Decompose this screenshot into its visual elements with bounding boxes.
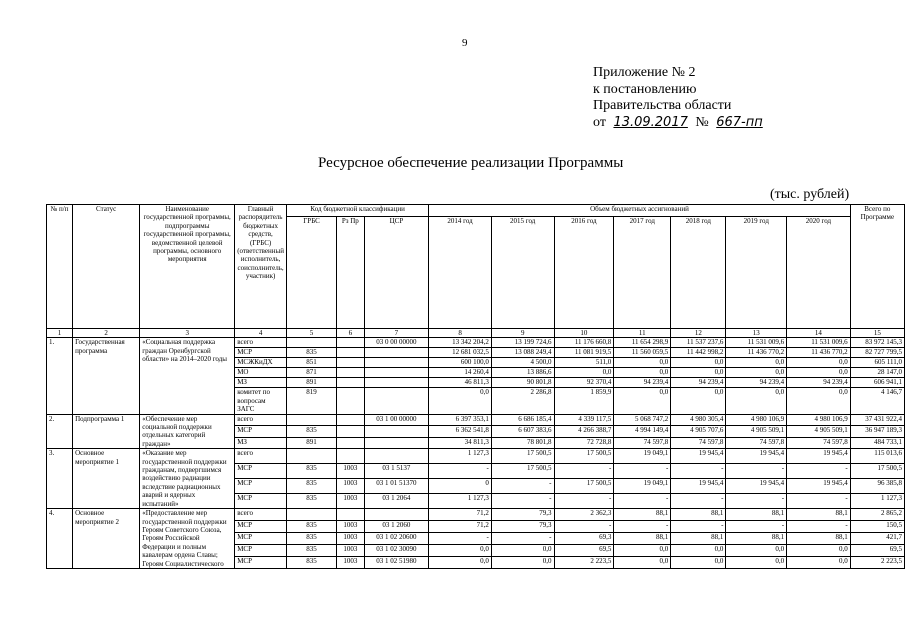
value-cell: 0,0 (614, 368, 671, 378)
header-status: Статус (73, 205, 140, 329)
value-cell: - (787, 494, 851, 509)
value-cell: - (554, 464, 614, 479)
grbs-cell: 891 (286, 437, 336, 449)
appendix-block (593, 65, 767, 131)
header-year: 2015 год (491, 217, 554, 329)
value-cell: 0 (429, 479, 492, 494)
manager-cell: МО (235, 368, 287, 378)
header-year: 2016 год (554, 217, 614, 329)
value-cell: 88,1 (614, 509, 671, 521)
csr-cell (364, 358, 429, 368)
value-cell: 69,5 (850, 545, 904, 557)
value-cell: 0,0 (787, 545, 851, 557)
section-name: «Социальная поддержка граждан Оренбургской области» на 2014–2020 годы (140, 338, 235, 414)
csr-cell: 03 0 00 00000 (364, 338, 429, 348)
manager-cell: всего (235, 509, 287, 521)
value-cell: 83 972 145,3 (850, 338, 904, 348)
section-number: 1. (47, 338, 73, 414)
value-cell: 484 733,1 (850, 437, 904, 449)
value-cell: 37 431 922,4 (850, 414, 904, 426)
value-cell: 17 500,5 (554, 479, 614, 494)
csr-cell: 03 1 02 30090 (364, 545, 429, 557)
value-cell: 19 049,1 (614, 449, 671, 464)
rzpr-cell: 1003 (337, 533, 364, 545)
appendix-line-2: к постановлению (593, 81, 697, 97)
value-cell: 1 127,3 (429, 494, 492, 509)
grbs-cell: 871 (286, 368, 336, 378)
section-number: 2. (47, 414, 73, 449)
section-status: Подпрограмма 1 (73, 414, 140, 449)
grbs-cell: 851 (286, 358, 336, 368)
value-cell: 0,0 (787, 368, 851, 378)
csr-cell: 03 1 00 00000 (364, 414, 429, 426)
value-cell: 4 339 117,5 (554, 414, 614, 426)
value-cell: 46 811,3 (429, 378, 492, 388)
value-cell: 90 801,8 (491, 378, 554, 388)
column-number: 7 (364, 329, 429, 338)
manager-cell: МЗ (235, 437, 287, 449)
value-cell: - (614, 494, 671, 509)
value-cell: 6 397 353,1 (429, 414, 492, 426)
value-cell: 74 597,8 (787, 437, 851, 449)
manager-cell: МСР (235, 464, 287, 479)
value-cell: 421,7 (850, 533, 904, 545)
value-cell: 88,1 (787, 509, 851, 521)
table-row (47, 449, 905, 464)
page-number: 9 (462, 37, 468, 49)
value-cell: 4 980 106,9 (787, 414, 851, 426)
value-cell: 0,0 (614, 358, 671, 368)
csr-cell: 03 1 01 51370 (364, 479, 429, 494)
value-cell: 69,5 (554, 545, 614, 557)
handwritten-number: 667-пп (716, 114, 763, 130)
value-cell: 1 127,3 (850, 494, 904, 509)
section-status: Государственная программа (73, 338, 140, 414)
value-cell: 6 607 383,6 (491, 426, 554, 438)
value-cell: - (614, 464, 671, 479)
value-cell: 4 980 106,9 (726, 414, 787, 426)
grbs-cell: 835 (286, 479, 336, 494)
csr-cell: 03 1 2064 (364, 494, 429, 509)
value-cell: - (726, 494, 787, 509)
value-cell: - (614, 521, 671, 533)
grbs-cell: 835 (286, 348, 336, 358)
value-cell: - (726, 521, 787, 533)
value-cell: 0,0 (554, 368, 614, 378)
manager-cell: всего (235, 449, 287, 464)
value-cell: 5 068 747,2 (614, 414, 671, 426)
value-cell: 13 342 204,2 (429, 338, 492, 348)
manager-cell: всего (235, 414, 287, 426)
handwritten-date: 13.09.2017 (613, 114, 688, 130)
section-name: «Обеспечение мер социальной поддержки отдельных категорий граждан» (140, 414, 235, 449)
value-cell: 11 436 770,2 (787, 348, 851, 358)
value-cell: 17 500,5 (491, 464, 554, 479)
value-cell: - (491, 479, 554, 494)
value-cell: 0,0 (614, 556, 671, 568)
value-cell: 0,0 (726, 556, 787, 568)
grbs-cell (286, 338, 336, 348)
column-number: 3 (140, 329, 235, 338)
value-cell: 19 945,4 (787, 449, 851, 464)
header-csr: ЦСР (364, 217, 429, 329)
header-year: 2019 год (726, 217, 787, 329)
rzpr-cell (337, 358, 364, 368)
header-rzpr: Рз Пр (337, 217, 364, 329)
csr-cell (364, 368, 429, 378)
grbs-cell: 835 (286, 556, 336, 568)
value-cell: - (554, 521, 614, 533)
value-cell: 19 945,4 (671, 449, 726, 464)
header-volumes: Объем бюджетных ассигнований (429, 205, 850, 217)
column-number: 5 (286, 329, 336, 338)
value-cell: 71,2 (429, 509, 492, 521)
value-cell: 6 686 185,4 (491, 414, 554, 426)
csr-cell (364, 509, 429, 521)
value-cell: 36 947 189,3 (850, 426, 904, 438)
grbs-cell (286, 449, 336, 464)
csr-cell (364, 426, 429, 438)
manager-cell: комитет по вопросам ЗАГС (235, 388, 287, 414)
rzpr-cell (337, 368, 364, 378)
value-cell: 11 531 009,6 (726, 338, 787, 348)
manager-cell: МСР (235, 479, 287, 494)
value-cell: 4 994 149,4 (614, 426, 671, 438)
resource-table (46, 204, 905, 569)
value-cell: 1 859,9 (554, 388, 614, 414)
grbs-cell: 835 (286, 426, 336, 438)
value-cell: 0,0 (787, 556, 851, 568)
from-label: от (593, 114, 606, 130)
value-cell: 28 147,0 (850, 368, 904, 378)
value-cell: 12 681 032,5 (429, 348, 492, 358)
value-cell: 11 176 660,8 (554, 338, 614, 348)
grbs-cell: 835 (286, 545, 336, 557)
value-cell: 0,0 (671, 545, 726, 557)
grbs-cell: 835 (286, 464, 336, 479)
value-cell: 150,5 (850, 521, 904, 533)
value-cell: 88,1 (614, 533, 671, 545)
rzpr-cell (337, 378, 364, 388)
value-cell: 82 727 799,5 (850, 348, 904, 358)
value-cell: 0,0 (671, 358, 726, 368)
manager-cell: МСР (235, 533, 287, 545)
value-cell: 14 260,4 (429, 368, 492, 378)
value-cell: 19 945,4 (787, 479, 851, 494)
value-cell: 88,1 (671, 533, 726, 545)
value-cell: 600 100,0 (429, 358, 492, 368)
value-cell: 4 980 305,4 (671, 414, 726, 426)
value-cell: 74 597,8 (614, 437, 671, 449)
rzpr-cell (337, 509, 364, 521)
header-year: 2017 год (614, 217, 671, 329)
value-cell: 2 362,3 (554, 509, 614, 521)
value-cell: 11 436 770,2 (726, 348, 787, 358)
section-number: 3. (47, 449, 73, 509)
value-cell: 69,3 (554, 533, 614, 545)
csr-cell (364, 378, 429, 388)
column-number: 1 (47, 329, 73, 338)
column-number: 6 (337, 329, 364, 338)
manager-cell: МСР (235, 556, 287, 568)
appendix-date-line (593, 115, 767, 132)
value-cell: - (491, 533, 554, 545)
rzpr-cell: 1003 (337, 521, 364, 533)
value-cell: 72 728,8 (554, 437, 614, 449)
value-cell: 511,0 (554, 358, 614, 368)
header-manager: Главный распорядитель бюджетных средств, (ГРБС) (ответственный исполнитель, соисполнитель, участник) (235, 205, 287, 329)
value-cell: 71,2 (429, 521, 492, 533)
table-row (47, 509, 905, 521)
header-grbs: ГРБС (286, 217, 336, 329)
value-cell: 0,0 (671, 368, 726, 378)
value-cell: 19 945,4 (726, 449, 787, 464)
rzpr-cell (337, 426, 364, 438)
value-cell: - (429, 464, 492, 479)
value-cell: - (671, 521, 726, 533)
value-cell: 605 111,0 (850, 358, 904, 368)
value-cell: 34 811,3 (429, 437, 492, 449)
value-cell: 88,1 (726, 533, 787, 545)
rzpr-cell: 1003 (337, 494, 364, 509)
rzpr-cell: 1003 (337, 556, 364, 568)
column-number: 10 (554, 329, 614, 338)
value-cell: 79,3 (491, 509, 554, 521)
value-cell: 94 239,4 (614, 378, 671, 388)
csr-cell: 03 1 02 51980 (364, 556, 429, 568)
header-year: 2020 год (787, 217, 851, 329)
value-cell: 88,1 (726, 509, 787, 521)
value-cell: 0,0 (671, 556, 726, 568)
value-cell: 0,0 (491, 556, 554, 568)
value-cell: 4 146,7 (850, 388, 904, 414)
appendix-line-1: Приложение № 2 (593, 65, 696, 80)
column-number: 9 (491, 329, 554, 338)
value-cell: 2 223,5 (850, 556, 904, 568)
grbs-cell (286, 509, 336, 521)
value-cell: 0,0 (671, 388, 726, 414)
rzpr-cell (337, 414, 364, 426)
grbs-cell: 891 (286, 378, 336, 388)
header-name: Наименование государственной программы, подпрограммы государственной программы, ведомственной целевой программы, основного мероприятия (140, 205, 235, 329)
value-cell: 4 905 707,6 (671, 426, 726, 438)
manager-cell: МСР (235, 348, 287, 358)
value-cell: 11 654 298,9 (614, 338, 671, 348)
value-cell: 78 801,8 (491, 437, 554, 449)
value-cell: 1 127,3 (429, 449, 492, 464)
rzpr-cell: 1003 (337, 545, 364, 557)
value-cell: 0,0 (614, 388, 671, 414)
value-cell: 74 597,8 (671, 437, 726, 449)
value-cell: 4 500,0 (491, 358, 554, 368)
value-cell: 19 049,1 (614, 479, 671, 494)
value-cell: 0,0 (787, 388, 851, 414)
manager-cell: МСР (235, 545, 287, 557)
grbs-cell (286, 414, 336, 426)
value-cell: 94 239,4 (787, 378, 851, 388)
document-title: Ресурсное обеспечение реализации Программы (318, 155, 624, 171)
csr-cell: 03 1 5137 (364, 464, 429, 479)
manager-cell: МСЖКиДХ (235, 358, 287, 368)
number-label: № (695, 114, 709, 130)
value-cell: 94 239,4 (671, 378, 726, 388)
appendix-line-3: Правительства области (593, 98, 732, 113)
manager-cell: МСР (235, 494, 287, 509)
csr-cell (364, 449, 429, 464)
column-number: 14 (787, 329, 851, 338)
value-cell: 11 560 059,5 (614, 348, 671, 358)
value-cell: - (726, 464, 787, 479)
rzpr-cell: 1003 (337, 479, 364, 494)
value-cell: 79,3 (491, 521, 554, 533)
section-number: 4. (47, 509, 73, 569)
value-cell: 92 370,4 (554, 378, 614, 388)
header-num: № п/п (47, 205, 73, 329)
value-cell: 88,1 (671, 509, 726, 521)
table-row (47, 338, 905, 348)
value-cell: - (554, 494, 614, 509)
section-name: «Оказание мер государственной поддержки гражданам, подвергшимся воздействию радиации вследствие радиационных аварий и ядерных испытаний» (140, 449, 235, 509)
value-cell: 11 537 237,6 (671, 338, 726, 348)
units-label: (тыс. рублей) (770, 187, 850, 202)
value-cell: 13 886,6 (491, 368, 554, 378)
value-cell: 0,0 (614, 545, 671, 557)
value-cell: 11 531 009,6 (787, 338, 851, 348)
value-cell: 0,0 (787, 358, 851, 368)
manager-cell: МСР (235, 521, 287, 533)
value-cell: 11 081 919,5 (554, 348, 614, 358)
value-cell: 2 286,8 (491, 388, 554, 414)
value-cell: 0,0 (429, 545, 492, 557)
value-cell: 115 013,6 (850, 449, 904, 464)
value-cell: 4 905 509,1 (787, 426, 851, 438)
grbs-cell: 835 (286, 533, 336, 545)
rzpr-cell (337, 449, 364, 464)
section-status: Основное мероприятие 2 (73, 509, 140, 569)
grbs-cell: 835 (286, 494, 336, 509)
manager-cell: всего (235, 338, 287, 348)
csr-cell (364, 348, 429, 358)
value-cell: 11 442 998,2 (671, 348, 726, 358)
value-cell: 606 941,1 (850, 378, 904, 388)
value-cell: - (429, 533, 492, 545)
value-cell: 0,0 (726, 358, 787, 368)
value-cell: - (671, 464, 726, 479)
value-cell: 88,1 (787, 533, 851, 545)
csr-cell (364, 437, 429, 449)
value-cell: - (491, 494, 554, 509)
column-number: 2 (73, 329, 140, 338)
value-cell: 19 945,4 (671, 479, 726, 494)
value-cell: 2 865,2 (850, 509, 904, 521)
rzpr-cell (337, 388, 364, 414)
header-total: Всего по Программе (850, 205, 904, 329)
value-cell: 94 239,4 (726, 378, 787, 388)
value-cell: 74 597,8 (726, 437, 787, 449)
csr-cell: 03 1 2060 (364, 521, 429, 533)
grbs-cell: 835 (286, 521, 336, 533)
rzpr-cell: 1003 (337, 464, 364, 479)
value-cell: 96 385,8 (850, 479, 904, 494)
column-number: 15 (850, 329, 904, 338)
column-number: 8 (429, 329, 492, 338)
rzpr-cell (337, 437, 364, 449)
value-cell: - (671, 494, 726, 509)
manager-cell: МСР (235, 426, 287, 438)
value-cell: 17 500,5 (554, 449, 614, 464)
value-cell: 0,0 (429, 388, 492, 414)
value-cell: - (787, 521, 851, 533)
grbs-cell: 819 (286, 388, 336, 414)
value-cell: 4 905 509,1 (726, 426, 787, 438)
value-cell: 0,0 (726, 388, 787, 414)
value-cell: 0,0 (429, 556, 492, 568)
section-status: Основное мероприятие 1 (73, 449, 140, 509)
rzpr-cell (337, 338, 364, 348)
column-number: 4 (235, 329, 287, 338)
header-kbk: Код бюджетной классификации (286, 205, 428, 217)
value-cell: 4 266 388,7 (554, 426, 614, 438)
value-cell: 13 088 249,4 (491, 348, 554, 358)
value-cell: - (787, 464, 851, 479)
value-cell: 2 223,5 (554, 556, 614, 568)
value-cell: 6 362 541,8 (429, 426, 492, 438)
column-number: 13 (726, 329, 787, 338)
csr-cell: 03 1 02 20600 (364, 533, 429, 545)
rzpr-cell (337, 348, 364, 358)
value-cell: 19 945,4 (726, 479, 787, 494)
column-number: 11 (614, 329, 671, 338)
manager-cell: МЗ (235, 378, 287, 388)
value-cell: 17 500,5 (850, 464, 904, 479)
value-cell: 13 199 724,6 (491, 338, 554, 348)
column-number: 12 (671, 329, 726, 338)
value-cell: 0,0 (726, 368, 787, 378)
value-cell: 0,0 (726, 545, 787, 557)
table-row (47, 414, 905, 426)
value-cell: 0,0 (491, 545, 554, 557)
header-year: 2018 год (671, 217, 726, 329)
section-name: «Предоставление мер государственной поддержки Героям Советского Союза, Героям Российской Федерации и полным кавалерам ордена Славы; Героям Социалистического (140, 509, 235, 569)
value-cell: 17 500,5 (491, 449, 554, 464)
csr-cell (364, 388, 429, 414)
header-year: 2014 год (429, 217, 492, 329)
